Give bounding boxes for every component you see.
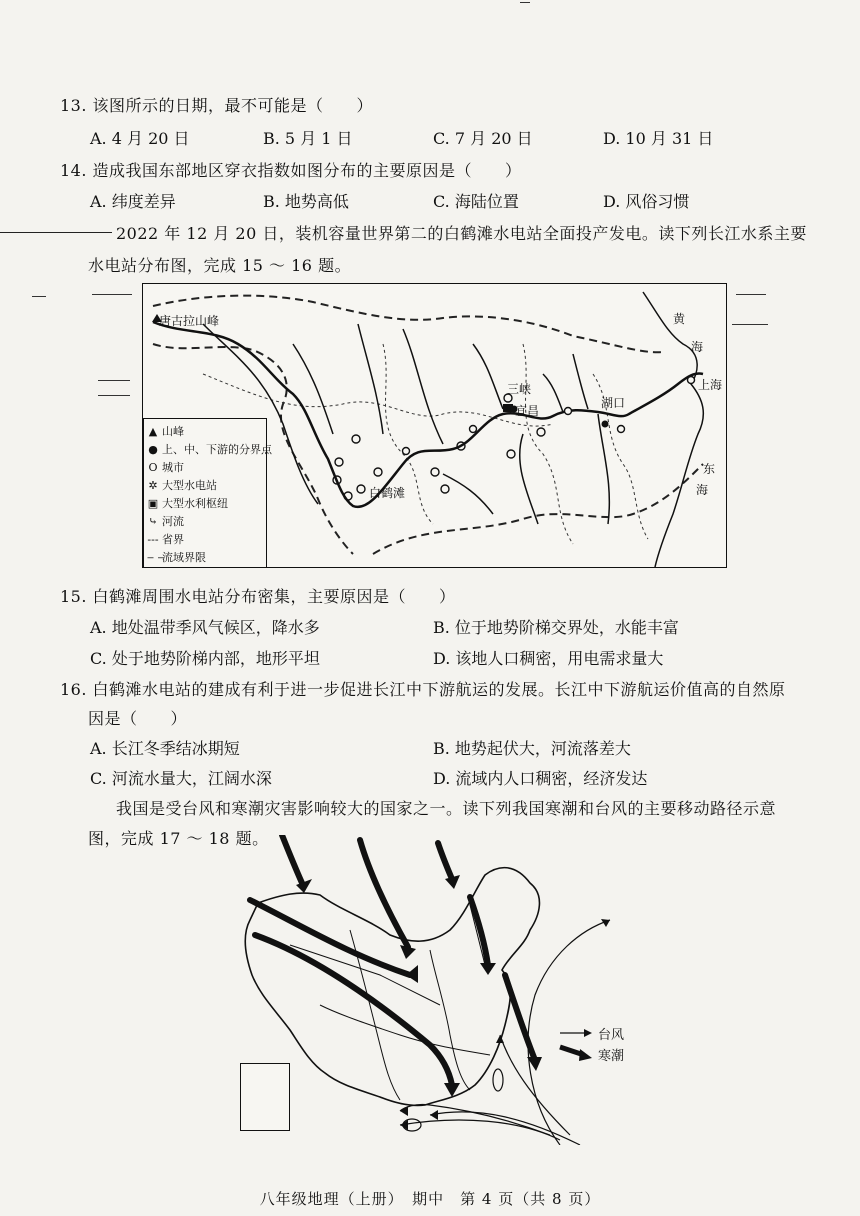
q13-stem: 13. 该图所示的日期，最不可能是（ ）	[60, 96, 374, 115]
q14-option-b: B. 地势高低	[263, 192, 349, 211]
star-icon: ✲	[148, 478, 158, 492]
q13-option-c: C. 7 月 20 日	[433, 129, 533, 148]
margin-mark	[32, 296, 46, 297]
page-footer: 八年级地理（上册） 期中 第 4 页（共 8 页）	[259, 1190, 601, 1208]
legend-peak: ▲ 山峰	[148, 424, 184, 438]
margin-mark	[98, 395, 130, 396]
q15-option-d: D. 该地人口稠密，用电需求量大	[433, 649, 664, 668]
legend-cold-wave	[598, 1045, 624, 1064]
q15-stem: 15. 白鹤滩周围水电站分布密集，主要原因是（ ）	[60, 587, 456, 606]
passage1-line2: 水电站分布图，完成 15 ～ 16 题。	[88, 256, 352, 275]
margin-mark	[98, 380, 130, 381]
legend-province-border: --- 省界	[147, 532, 184, 546]
basin-border-icon: ‒ ‒	[147, 550, 165, 564]
yangtze-hydropower-map	[142, 283, 727, 568]
legend-typhoon	[598, 1024, 624, 1043]
legend-boundary-point: ● 上、中、下游的分界点	[148, 442, 272, 456]
passage2-line2: 图，完成 17 ～ 18 题。	[88, 829, 269, 848]
q14-option-a: A. 纬度差异	[90, 192, 176, 211]
typhoon-label: 台风	[598, 1028, 625, 1043]
china-outline-map-graphic	[230, 835, 670, 1145]
legend-basin-border: ‒ ‒ 流域界限	[147, 550, 206, 564]
province-border-icon: ---	[147, 532, 159, 546]
q16-stem-line1: 16. 白鹤滩水电站的建成有利于进一步促进长江中下游航运的发展。长江中下游航运价值高的自然原	[60, 680, 786, 699]
passage1-line1: 2022 年 12 月 20 日，装机容量世界第二的白鹤滩水电站全面投产发电。读下列长江水系主要	[116, 224, 807, 243]
margin-rule	[0, 232, 112, 233]
q16-option-d: D. 流域内人口稠密，经济发达	[433, 769, 648, 788]
yichang-label: 宜昌	[515, 404, 540, 418]
margin-mark	[92, 294, 132, 295]
typhoon-coldwave-map	[230, 835, 670, 1145]
circle-icon: O	[148, 460, 158, 474]
east-sea-label-2: 海	[696, 483, 709, 497]
shanghai-label: 上海	[698, 378, 723, 392]
q14-option-d: D. 风俗习惯	[603, 192, 690, 211]
river-icon: ⤷	[148, 514, 158, 528]
q16-option-c: C. 河流水量大，江阔水深	[90, 769, 272, 788]
q15-option-a: A. 地处温带季风气候区，降水多	[90, 618, 320, 637]
q16-option-a: A. 长江冬季结冰期短	[90, 739, 240, 758]
passage2-line1: 我国是受台风和寒潮灾害影响较大的国家之一。读下列我国寒潮和台风的主要移动路径示意	[116, 799, 777, 818]
east-sea-label-1: 东	[703, 462, 716, 476]
dam-icon: ▣	[147, 496, 159, 510]
q13-option-b: B. 5 月 1 日	[263, 129, 353, 148]
south-china-sea-inset	[240, 1063, 290, 1131]
margin-mark	[736, 294, 766, 295]
huang-sea-label-2: 海	[691, 340, 704, 354]
q14-stem: 14. 造成我国东部地区穿衣指数如图分布的主要原因是（ ）	[60, 161, 522, 180]
legend-dam: ▣ 大型水利枢纽	[147, 496, 228, 510]
margin-mark	[732, 324, 768, 325]
sanxia-label: 三峡	[507, 382, 532, 396]
peak-label: 唐古拉山峰	[159, 314, 220, 328]
q15-option-b: B. 位于地势阶梯交界处，水能丰富	[433, 618, 679, 637]
q16-stem-line2: 因是（ ）	[88, 709, 188, 728]
huang-sea-label-1: 黄	[673, 312, 686, 326]
legend-city: O 城市	[148, 460, 184, 474]
map1-legend	[143, 418, 272, 568]
legend-hydro-station: ✲ 大型水电站	[148, 478, 217, 492]
q15-option-c: C. 处于地势阶梯内部，地形平坦	[90, 649, 320, 668]
dot-icon: ●	[148, 442, 158, 456]
cold-wave-label: 寒潮	[598, 1049, 625, 1064]
hukou-label: 湖口	[601, 396, 626, 410]
q16-option-b: B. 地势起伏大，河流落差大	[433, 739, 631, 758]
q13-option-d: D. 10 月 31 日	[603, 129, 714, 148]
q13-option-a: A. 4 月 20 日	[90, 129, 190, 148]
q14-option-c: C. 海陆位置	[433, 192, 519, 211]
triangle-icon: ▲	[148, 424, 158, 438]
baihetan-label: 白鹤滩	[369, 486, 406, 500]
legend-river: ⤷ 河流	[148, 514, 184, 528]
margin-mark	[520, 2, 530, 3]
